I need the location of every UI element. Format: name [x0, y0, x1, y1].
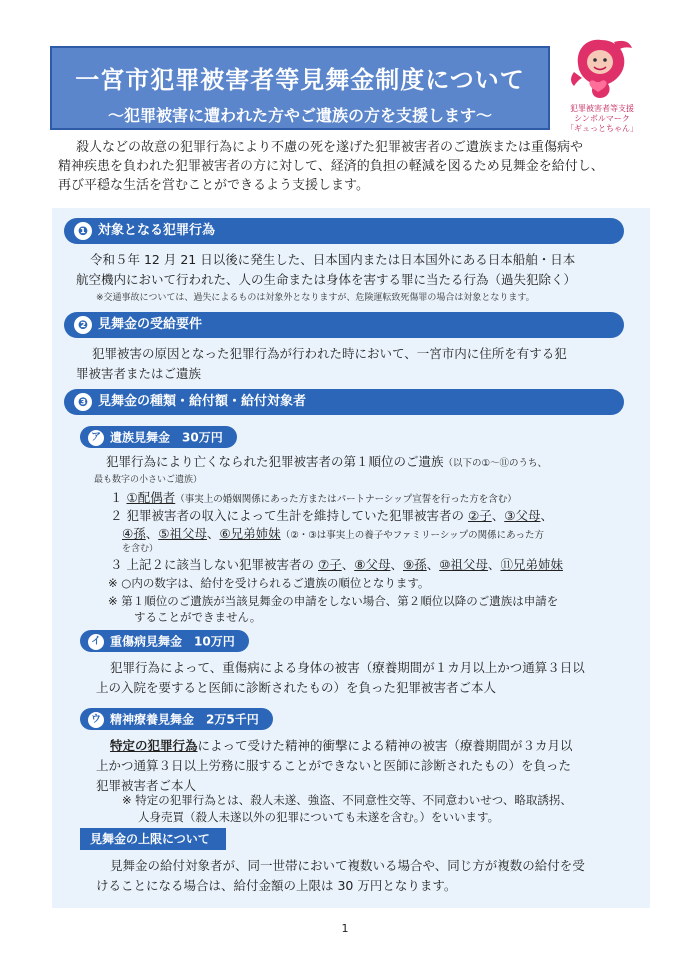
section-number: ❷ [74, 316, 92, 334]
item-term: ⑦子 [318, 557, 342, 572]
limit-body [96, 856, 640, 896]
item-term: ⑧父母 [354, 557, 391, 572]
bereaved-item-2-cont: ④孫、⑤祖父母、⑥兄弟姉妹（②・③は事実上の養子やファミリーシップの関係にあった方 [122, 526, 545, 541]
bereaved-item-2: ２ 犯罪被害者の収入によって生計を維持していた犯罪被害者の ②子、③父母、 [110, 508, 553, 523]
body-line [110, 736, 640, 756]
section1-note: ※交通事故については、過失によるものは対象外となりますが、危険運転致死傷罪の場合は対象となります。 [96, 293, 535, 303]
subsection-title: 精神療養見舞金 2万5千円 [110, 712, 259, 727]
body-line: 航空機内において行われた、人の生命または身体を害する罪に当たる行為（過失犯除く） [76, 272, 577, 287]
section1-body [76, 250, 630, 290]
item-term: ⑤祖父母 [158, 526, 207, 541]
mental-care-body [96, 736, 640, 796]
small-text: （②・③は事実上の養子やファミリーシップの関係にあった方 [280, 530, 545, 541]
subsection-title: 遺族見舞金 30万円 [110, 430, 223, 445]
note-line: ※ 特定の犯罪行為とは、殺人未遂、強盗、不同意性交等、不同意わいせつ、略取誘拐、 [122, 793, 572, 807]
bereaved-item-3: ３ 上記２に該当しない犯罪被害者の ⑦子、⑧父母、⑨孫、⑩祖父母、⑪兄弟姉妹 [110, 557, 563, 572]
body-line: 令和５年 12 月 21 日以後に発生した、日本国内または日本国外にある日本船舶・日本 [90, 252, 576, 267]
body-text: 上記２に該当しない犯罪被害者の [126, 557, 315, 572]
body-line: 犯罪被害の原因となった犯罪行為が行われた時において、一宮市内に住所を有する犯 [92, 346, 567, 361]
section-number: ❸ [74, 393, 92, 411]
small-text: （以下の①～⑪のうち、 [443, 458, 548, 469]
page-number: 1 [341, 922, 349, 935]
subsection-number: イ [88, 634, 104, 650]
bereaved-note-1: ※ ○内の数字は、給付を受けられるご遺族の順位となります。 [108, 576, 430, 590]
item-term: ①配偶者 [126, 490, 176, 505]
mascot-icon [566, 36, 636, 102]
underlined-term: 特定の犯罪行為 [110, 738, 198, 753]
subsection-title: 重傷病見舞金 10万円 [110, 634, 235, 649]
limit-header: 見舞金の上限について [80, 828, 226, 850]
bereaved-note-2-cont: することができません。 [134, 610, 262, 624]
body-line: 罪被害者またはご遺族 [76, 366, 202, 381]
page-subtitle: ～犯罪被害に遭われた方やご遺族の方を支援します～ [107, 106, 492, 125]
body-line: けることになる場合は、給付金額の上限は 30 万円となります。 [96, 878, 457, 893]
mascot-caption-line: 犯罪被害者等支援 [570, 104, 634, 113]
item-term: ⑥兄弟姉妹 [219, 526, 281, 541]
body-line: 見舞金の給付対象者が、同一世帯において複数いる場合や、同じ方が複数の給付を受 [110, 858, 585, 873]
page-title: 一宮市犯罪被害者等見舞金制度について [75, 66, 525, 94]
item-term: ③父母 [504, 508, 541, 523]
subsection-header-serious-injury [80, 630, 249, 652]
note-line: 人身売買（殺人未遂以外の犯罪についても未遂を含む。）をいいます。 [138, 810, 500, 824]
section-title: 見舞金の種類・給付額・給付対象者 [98, 394, 307, 409]
body-line: 上の入院を要すると医師に診断されたもの）を負った犯罪被害者ご本人 [96, 680, 497, 695]
section-header-types-amounts [64, 389, 624, 415]
section2-body [76, 344, 632, 384]
bereaved-intro-small: 最も数字の小さいご遺族） [94, 475, 203, 485]
item-number: ２ [110, 508, 123, 523]
body-line: 犯罪被害者ご本人 [96, 778, 197, 793]
body-text: 犯罪被害者の収入によって生計を維持していた犯罪被害者の [126, 508, 465, 523]
section-title: 見舞金の受給要件 [98, 317, 203, 332]
title-banner [50, 46, 550, 130]
body-line: 上かつ通算３日以上労務に服することができないと医師に診断されたもの）を負った [96, 758, 572, 773]
serious-injury-body [96, 658, 640, 698]
item-term: ⑨孫 [402, 557, 427, 572]
section-number: ❶ [74, 222, 92, 240]
intro-text [58, 138, 636, 195]
item-number: ３ [110, 557, 123, 572]
intro-line: 殺人などの故意の犯罪行為により不慮の死を遂げた犯罪被害者のご遺族または重傷病や [76, 140, 584, 155]
item-term: ⑪兄弟姉妹 [500, 557, 563, 572]
small-text: （事実上の婚姻関係にあった方またはパートナーシップ宣誓を行った方を含む） [175, 494, 517, 505]
body-text: 犯罪行為により亡くなられた犯罪被害者の第１順位のご遺族 [106, 454, 444, 469]
mascot-caption-line: 「ギュっとちゃん」 [566, 124, 638, 133]
bereaved-item-2-small: を含む） [122, 544, 159, 554]
section-header-eligibility [64, 312, 624, 338]
item-term: ⑩祖父母 [439, 557, 488, 572]
mental-care-note [122, 792, 642, 826]
intro-line: 再び平穏な生活を営むことができるよう支援します。 [58, 178, 369, 193]
subsection-header-mental-care [80, 708, 273, 730]
body-text: によって受けた精神的衝撃による精神の被害（療養期間が３カ月以 [197, 738, 573, 753]
mascot-caption [560, 104, 644, 134]
item-term: ②子 [468, 508, 492, 523]
subsection-header-bereaved [80, 426, 237, 448]
item-number: １ [110, 490, 123, 505]
section-header-target-crimes [64, 218, 624, 244]
mascot-caption-line: シンボルマーク [574, 114, 630, 123]
body-line: 犯罪行為によって、重傷病による身体の被害（療養期間が１カ月以上かつ通算３日以 [110, 660, 585, 675]
intro-line: 精神疾患を負われた犯罪被害者の方に対して、経済的負担の軽減を図るため見舞金を給付し、 [58, 159, 604, 174]
item-term: ④孫 [122, 526, 146, 541]
bereaved-note-2: ※ 第１順位のご遺族が当該見舞金の申請をしない場合、第２順位以降のご遺族は申請を [108, 594, 559, 608]
subsection-number: ア [88, 430, 104, 446]
subsection-number: ウ [88, 712, 104, 728]
bereaved-intro [106, 452, 636, 474]
section-title: 対象となる犯罪行為 [98, 223, 216, 238]
